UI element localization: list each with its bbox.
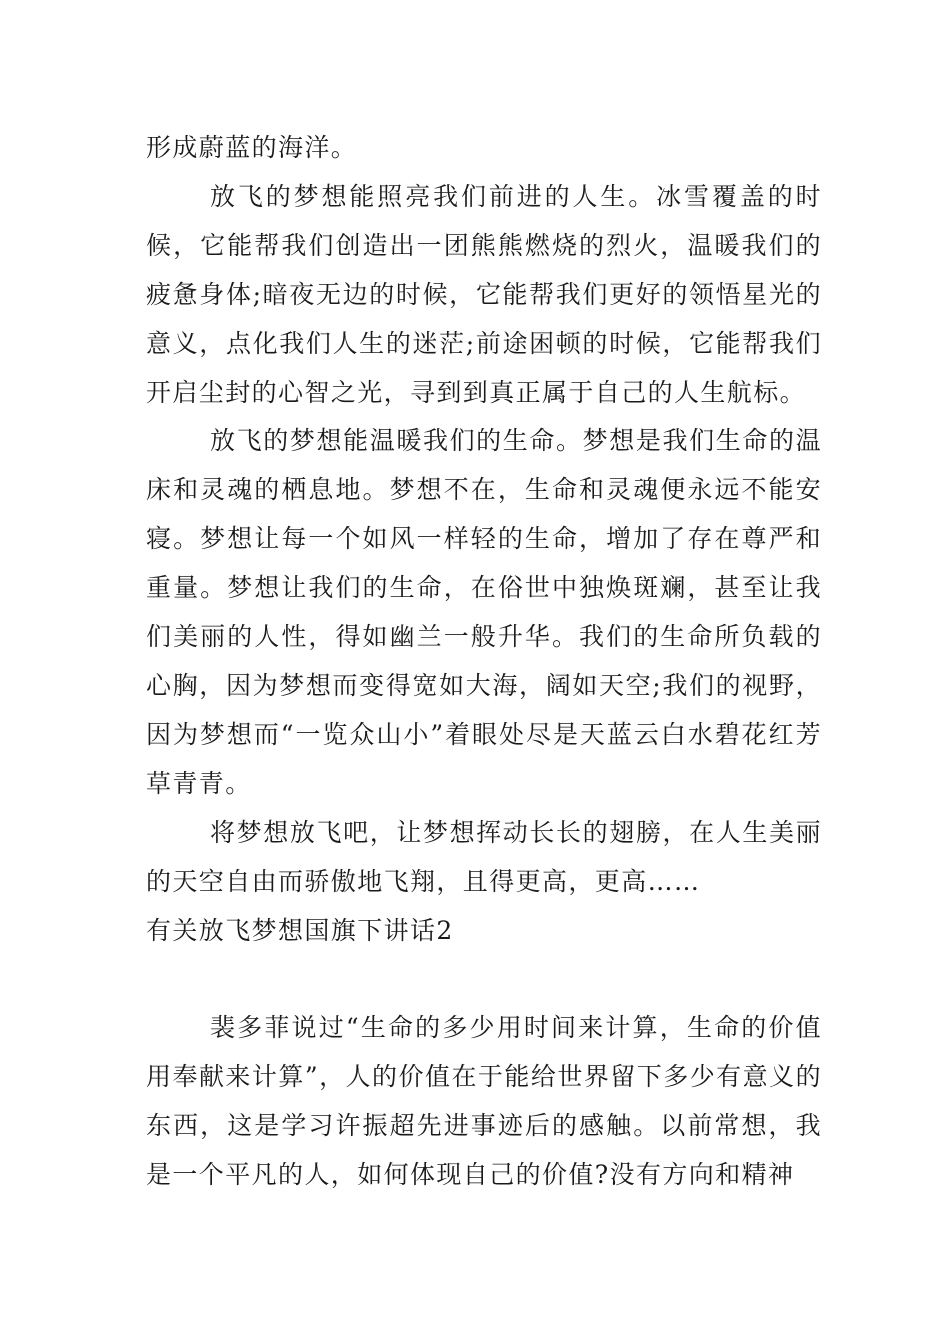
- paragraph-continuation: 形成蔚蓝的海洋。: [146, 133, 358, 162]
- paragraph-petofi-quote: 裴多菲说过“生命的多少用时间来计算，生命的价值用奉献来计算”，人的价值在于能给世界留下多少有意义的东西，这是学习许振超先进事迹后的感触。以前常想，我是一个平凡的人，如何体现自己的价值?没有方向和精神: [146, 1013, 822, 1190]
- paragraph-let-dream-fly: 将梦想放飞吧，让梦想挥动长长的翅膀，在人生美丽的天空自由而骄傲地飞翔，且得更高，更高……: [146, 817, 822, 896]
- document-body: [146, 124, 822, 1200]
- section-heading: 有关放飞梦想国旗下讲话2: [146, 915, 454, 945]
- blank-line: [146, 955, 822, 1004]
- paragraph-dream-lights-life: 放飞的梦想能照亮我们前进的人生。冰雪覆盖的时候，它能帮我们创造出一团熊熊燃烧的烈火，温暖我们的疲惫身体;暗夜无边的时候，它能帮我们更好的领悟星光的意义，点化我们人生的迷茫;前途困顿的时候，它能帮我们开启尘封的心智之光，寻到到真正属于自己的人生航标。: [146, 181, 822, 407]
- paragraph-dream-warms-life: 放飞的梦想能温暖我们的生命。梦想是我们生命的温床和灵魂的栖息地。梦想不在，生命和灵魂便永远不能安寝。梦想让每一个如风一样轻的生命，增加了存在尊严和重量。梦想让我们的生命，在俗世中独焕斑斓，甚至让我们美丽的人性，得如幽兰一般升华。我们的生命所负载的心胸，因为梦想而变得宽如大海，阔如天空;我们的视野，因为梦想而“一览众山小”着眼处尽是天蓝云白水碧花红芳草青青。: [146, 426, 822, 798]
